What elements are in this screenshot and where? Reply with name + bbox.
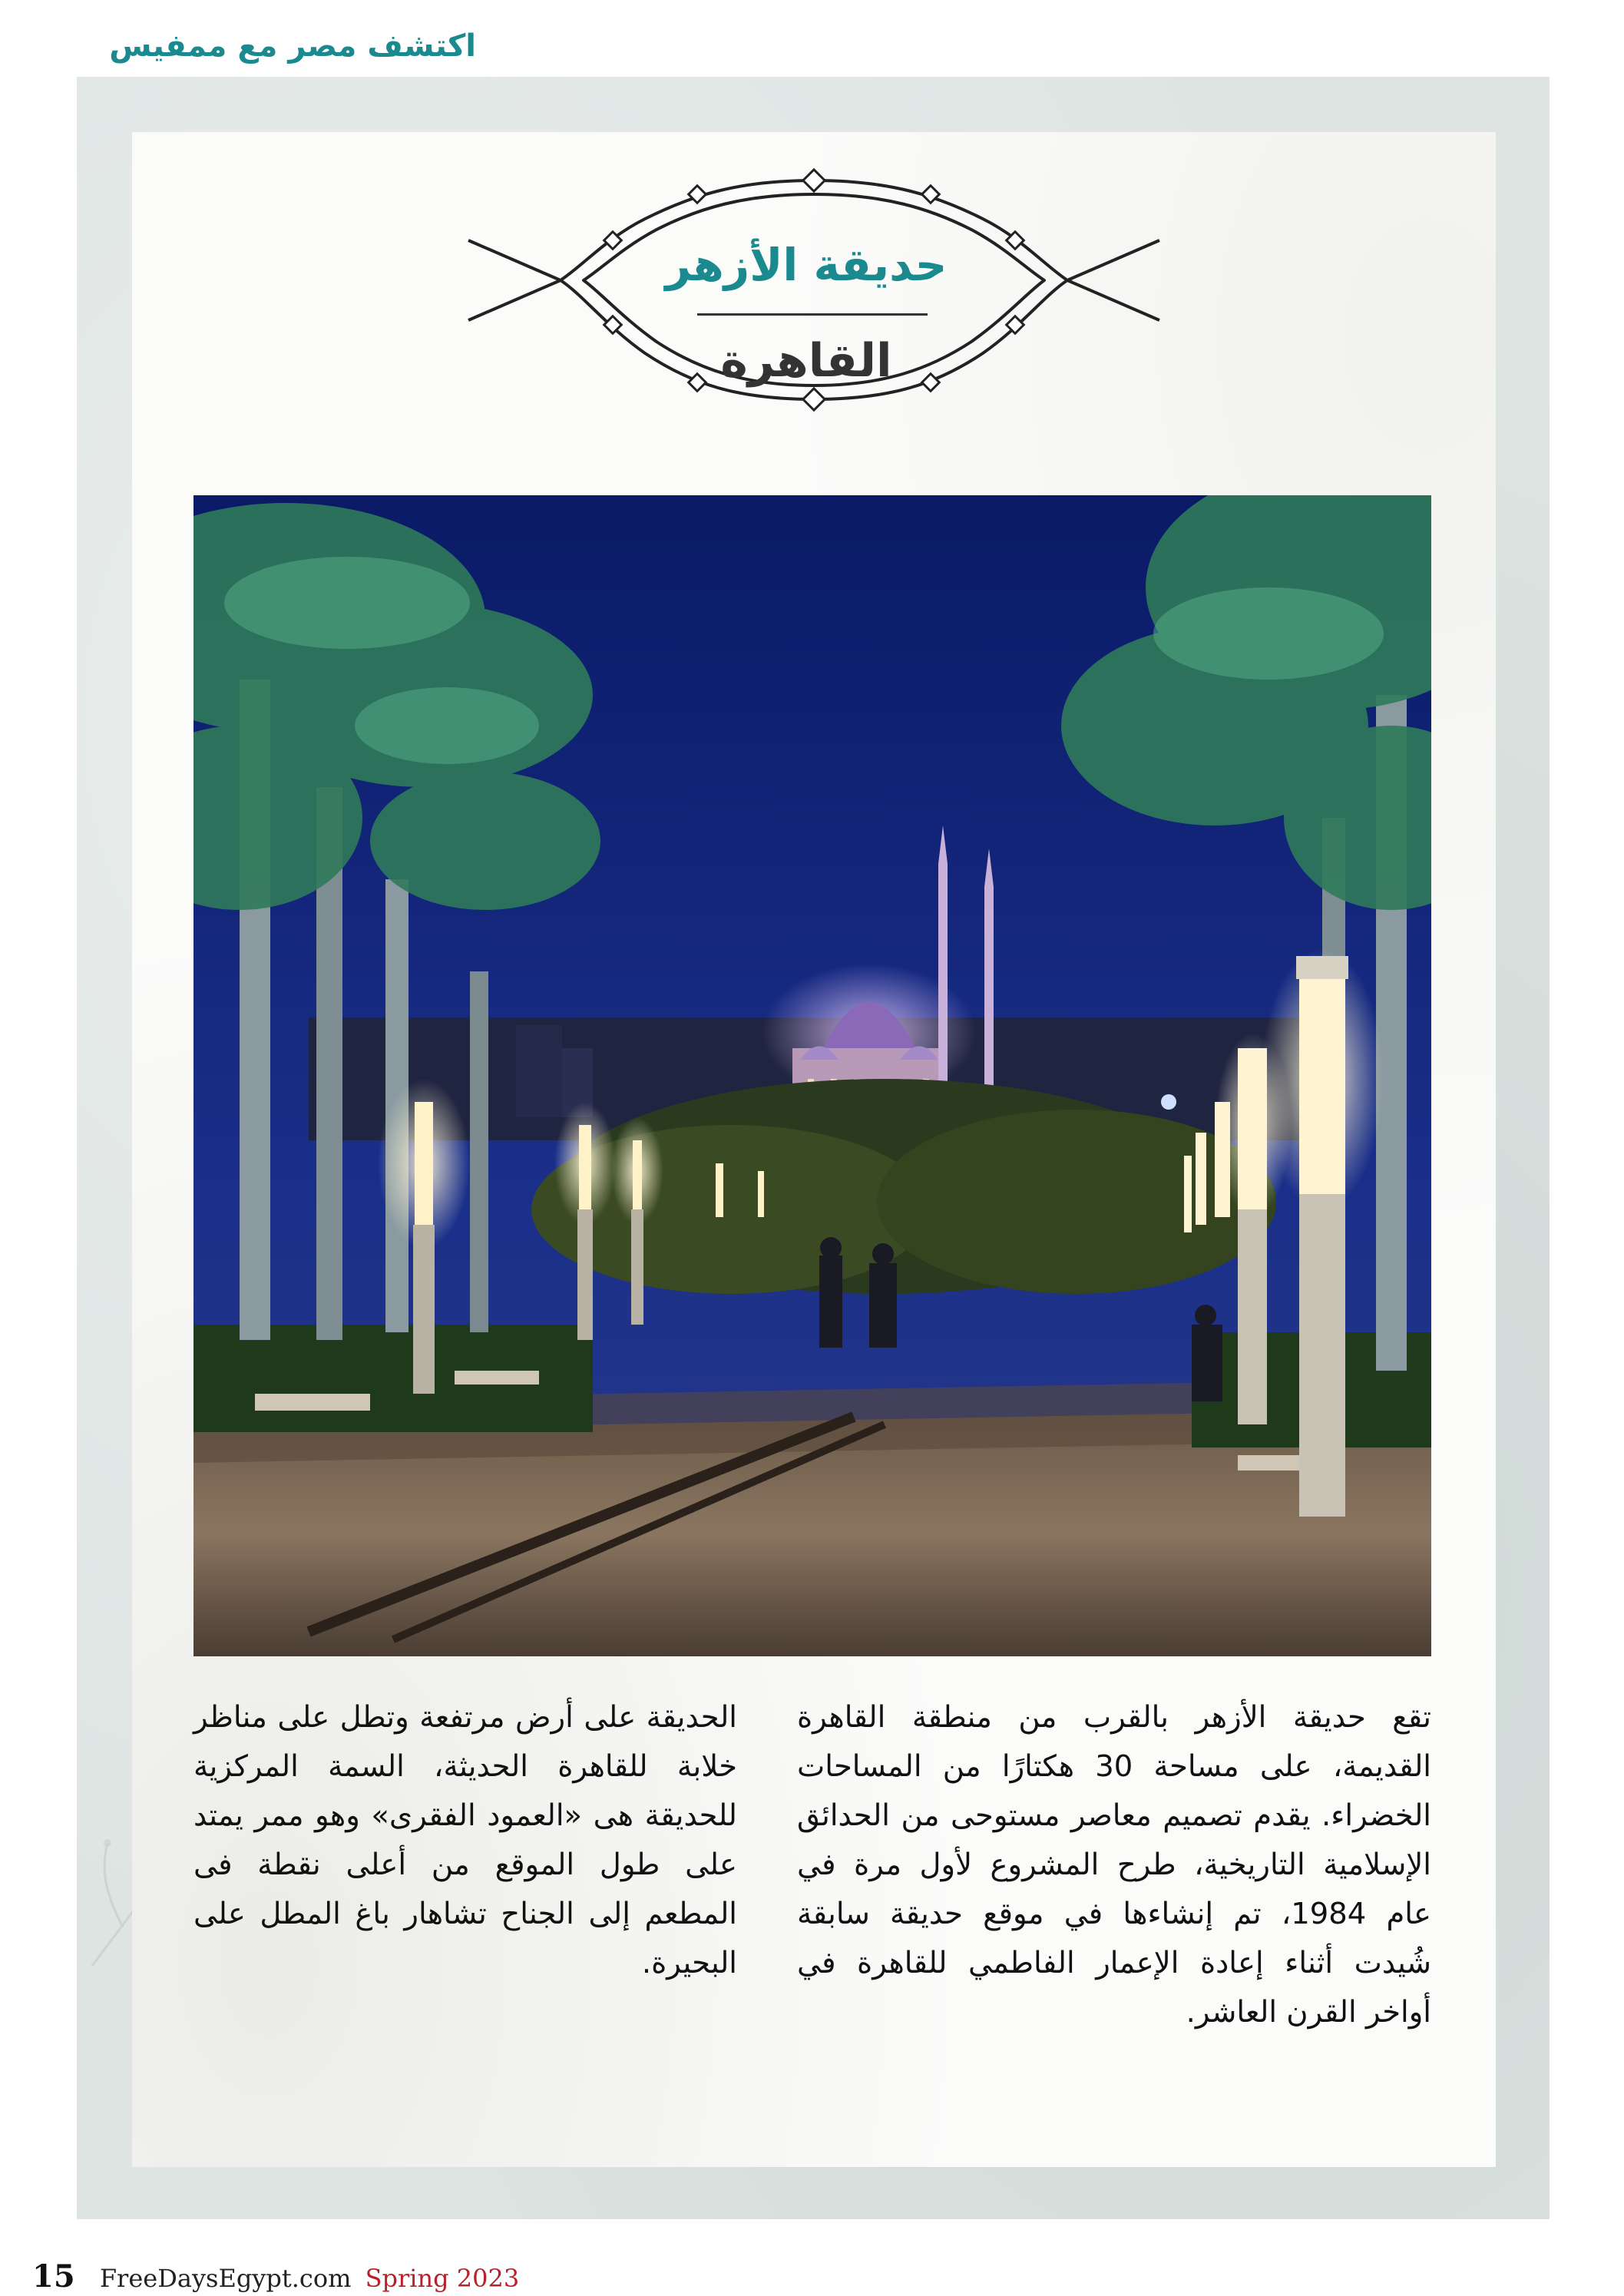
page-number: 15 (32, 2258, 75, 2294)
footer-issue: Spring 2023 (365, 2264, 520, 2293)
arabesque-frame-icon (461, 165, 1167, 457)
park-photo (193, 495, 1431, 1656)
page-footer (32, 2258, 723, 2294)
footer-site-link[interactable]: FreeDaysEgypt.com (99, 2264, 352, 2293)
article-column-left: الحديقة على أرض مرتفعة وتطل على مناظر خلابة للقاهرة الحديثة، السمة المركزية للحديقة هى «العمود الفقرى» وهو ممر يمتد على طول الموقع من أعلى نقطة فى المطعم إلى الجناح تشاهار باغ المطل على البحيرة. (193, 1700, 737, 1980)
section-header-title: اكتشف مصر مع ممفيس (109, 28, 476, 64)
article-subtitle: القاهرة (720, 334, 892, 388)
article-column-right: تقع حديقة الأزهر بالقرب من منطقة القاهرة القديمة، على مساحة 30 هكتارًا من المساحات الخضراء. يقدم تصميم معاصر مستوحى من الحدائق الإسلامية التاريخية، طرح المشروع لأول مرة في عام 1984، تم إنشاءها في موقع حديقة سابقة شُيدت أثناء إعادة الإعمار الفاطمي للقاهرة في أواخر القرن العاشر. (797, 1700, 1431, 2030)
article-title: حديقة الأزهر (665, 239, 948, 291)
park-night-image (193, 495, 1431, 1656)
title-divider (697, 313, 928, 316)
